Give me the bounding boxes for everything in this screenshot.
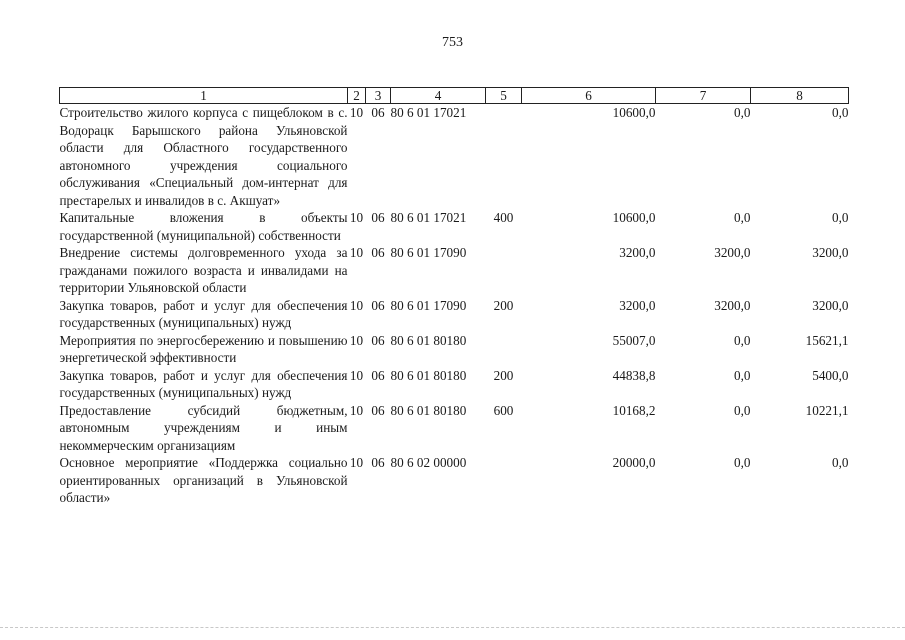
row-target-code: 80 6 01 17021 [390, 105, 467, 120]
row-value-6: 3200,0 [619, 245, 656, 260]
row-expense-type: 400 [493, 210, 514, 225]
header-cell-2: 2 [348, 88, 366, 104]
header-cell-7: 7 [656, 88, 751, 104]
row-section: 10 [349, 402, 364, 418]
table-row [60, 332, 849, 367]
row-name: Капитальные вложения в объекты государственной (муниципальной) собственности [59, 210, 348, 243]
row-subsection: 06 [371, 367, 385, 383]
table-row [60, 244, 849, 297]
row-expense-type [486, 332, 522, 367]
row-value-6: 10168,2 [612, 402, 656, 418]
header-cell-1: 1 [60, 88, 348, 104]
row-expense-type: 600 [493, 402, 514, 418]
header-row [60, 88, 849, 104]
row-value-7: 0,0 [734, 332, 751, 348]
header-cell-8: 8 [751, 88, 849, 104]
row-target-code: 80 6 01 80180 [390, 332, 467, 348]
row-subsection: 06 [371, 245, 385, 260]
row-value-7: 0,0 [734, 105, 751, 120]
row-subsection: 06 [371, 455, 385, 470]
budget-table [59, 87, 849, 507]
row-name: Строительство жилого корпуса с пищеблоком в с. Водорацк Барышского района Ульяновской области для Областного государственного автономного учреждения социального обслуживания «Специальный дом-интернат для престарелых и инвалидов в с. Акшуат» [59, 105, 348, 208]
row-name: Закупка товаров, работ и услуг для обеспечения государственных (муниципальных) нужд [59, 367, 348, 400]
row-value-7: 3200,0 [714, 245, 751, 260]
row-value-8: 0,0 [832, 210, 849, 225]
table-row [60, 209, 849, 244]
row-value-8: 0,0 [832, 455, 849, 470]
page-number: 753 [442, 35, 463, 50]
row-expense-type: 200 [493, 367, 514, 383]
row-name: Основное мероприятие «Поддержка социально ориентированных организаций в Ульяновской области» [59, 455, 348, 505]
row-subsection: 06 [371, 210, 385, 225]
row-value-7: 0,0 [734, 210, 751, 225]
row-expense-type [486, 244, 522, 297]
row-target-code: 80 6 01 80180 [390, 402, 467, 418]
table-row [60, 297, 849, 332]
row-target-code: 80 6 01 17090 [390, 245, 467, 260]
row-name: Внедрение системы долговременного ухода за гражданами пожилого возраста и инвалидами на территории Ульяновской области [59, 245, 348, 295]
row-name: Предоставление субсидий бюджетным, автономным учреждениям и иным некоммерческим организациям [59, 402, 348, 453]
row-expense-type: 200 [493, 297, 514, 313]
page-bottom-divider [0, 627, 905, 628]
header-cell-3: 3 [366, 88, 391, 104]
row-value-8: 0,0 [832, 105, 849, 120]
table-row [60, 104, 849, 210]
row-value-6: 10600,0 [612, 105, 656, 120]
row-value-6: 44838,8 [612, 367, 656, 383]
table-row [60, 367, 849, 402]
header-cell-4: 4 [391, 88, 486, 104]
row-subsection: 06 [371, 105, 385, 120]
row-expense-type [486, 454, 522, 507]
row-target-code: 80 6 02 00000 [390, 455, 467, 470]
row-value-7: 0,0 [734, 455, 751, 470]
row-name: Мероприятия по энергосбережению и повышению энергетической эффективности [59, 332, 348, 365]
row-target-code: 80 6 01 17090 [390, 297, 467, 313]
row-section: 10 [349, 297, 364, 313]
header-cell-5: 5 [486, 88, 522, 104]
table-row [60, 402, 849, 455]
row-value-6: 10600,0 [612, 210, 656, 225]
row-subsection: 06 [371, 297, 385, 313]
row-value-7: 3200,0 [714, 297, 751, 313]
row-section: 10 [349, 210, 364, 225]
row-value-6: 55007,0 [612, 332, 656, 348]
row-value-6: 20000,0 [612, 455, 656, 470]
row-value-8: 15621,1 [805, 332, 849, 348]
row-value-8: 3200,0 [812, 245, 849, 260]
row-value-8: 5400,0 [812, 367, 849, 383]
row-section: 10 [349, 332, 364, 348]
row-value-6: 3200,0 [619, 297, 656, 313]
row-target-code: 80 6 01 80180 [390, 367, 467, 383]
header-cell-6: 6 [522, 88, 656, 104]
row-value-8: 10221,1 [805, 402, 849, 418]
row-section: 10 [349, 105, 364, 120]
row-section: 10 [349, 455, 364, 470]
row-value-7: 0,0 [734, 367, 751, 383]
row-subsection: 06 [371, 332, 385, 348]
row-subsection: 06 [371, 402, 385, 418]
row-section: 10 [349, 245, 364, 260]
row-section: 10 [349, 367, 364, 383]
row-target-code: 80 6 01 17021 [390, 210, 467, 225]
row-name: Закупка товаров, работ и услуг для обеспечения государственных (муниципальных) нужд [59, 297, 348, 330]
row-value-8: 3200,0 [812, 297, 849, 313]
row-expense-type [486, 104, 522, 210]
row-value-7: 0,0 [734, 402, 751, 418]
table-row [60, 454, 849, 507]
